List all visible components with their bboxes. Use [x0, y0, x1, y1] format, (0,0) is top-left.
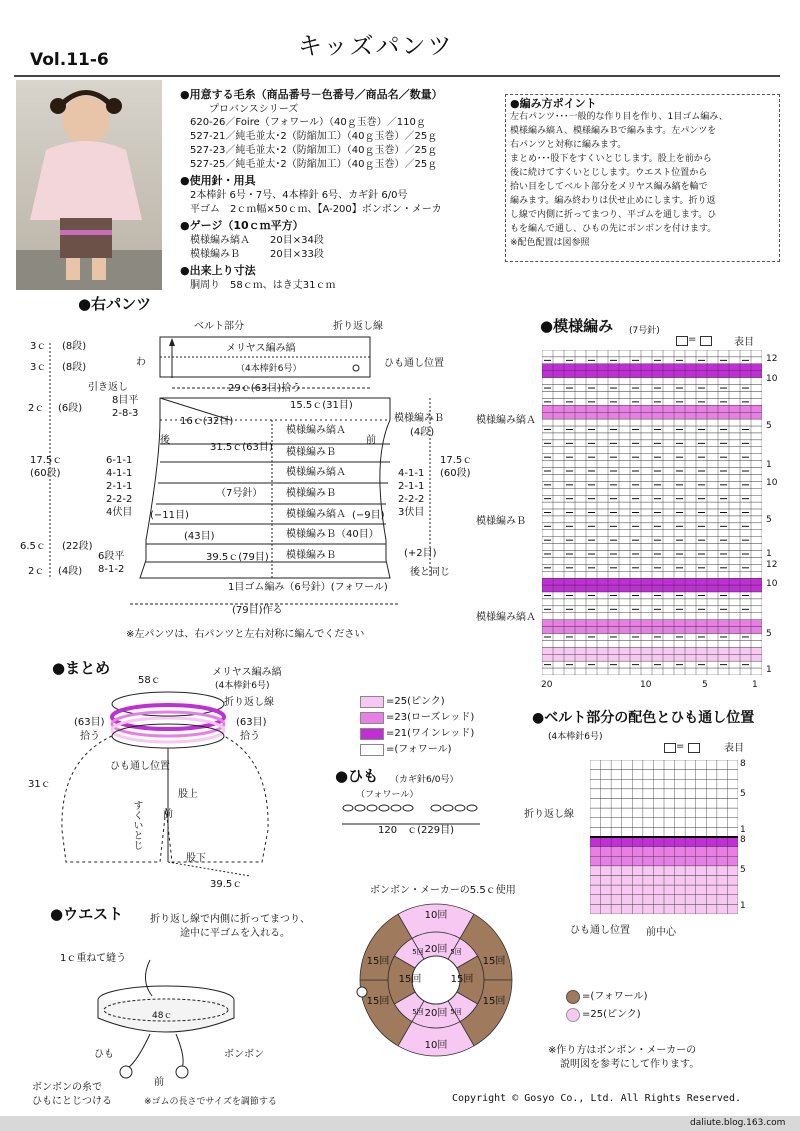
points-line: もを編んで通し、ひもの先にボンボンを付けます。 [510, 224, 717, 234]
pattern-row-b: 模様編みＢ [286, 550, 336, 561]
assembly-sukui: すくいとじ [131, 800, 142, 850]
assembly-title: ●まとめ [52, 659, 111, 677]
right-b-label: 模様編みＢ [394, 413, 444, 424]
col-number: 1 [752, 680, 758, 690]
decrease-left: 2-1-1 [106, 481, 133, 492]
row-number: 5 [766, 629, 772, 639]
pompon-legend: =25(ピンク) [582, 1009, 641, 1020]
belt-needle: （4本棒針6号） [236, 364, 302, 374]
waist-title: ●ウエスト [50, 905, 124, 923]
stitches-43: (43目) [184, 531, 215, 542]
pattern-label-a: 模様編み縞Ａ [476, 612, 536, 623]
belt-chart-legend: 表目 [724, 743, 744, 754]
left-pants-note: ※左パンツは、右パンツと左右対称に編んでください [126, 629, 365, 640]
dim-22dan: (22段) [62, 541, 93, 552]
dim-2c: 2ｃ [28, 566, 45, 577]
col-number: 20 [541, 680, 553, 690]
dim-17-5c: 17.5ｃ [30, 455, 63, 466]
col-number: 10 [640, 680, 652, 690]
dim-3c: 3ｃ [30, 341, 47, 352]
waist-note: 折り返し線で内側に折ってまつり、 [150, 914, 310, 925]
belt-row-number: 1 [740, 825, 746, 835]
points-line: まとめ･･･股下をすくいとじします。股上を前から [510, 154, 712, 164]
equals: = [688, 334, 697, 345]
row-number: 1 [766, 460, 772, 470]
assembly-needle: (4本棒針6号) [215, 681, 270, 691]
waist-note: 途中に平ゴムを入れる。 [180, 928, 290, 939]
himo-position-label: ひも通し位置 [384, 358, 444, 369]
row-number: 10 [766, 478, 778, 488]
cast-on-label: (79目)作る [232, 605, 283, 616]
decrease-left: 4-1-1 [106, 468, 133, 479]
belt-row-number: 5 [740, 789, 746, 799]
fold-label: 折り返し線 [333, 321, 383, 332]
cord-spec: （カギ針6/0号） [390, 775, 459, 785]
assembly-58c: 58ｃ [138, 675, 161, 686]
size-heading: ●出来上り寸法 [180, 264, 256, 277]
pompon-wrap-count: 5回 [412, 1008, 424, 1016]
decrease-right: 3伏目 [398, 507, 425, 518]
pompon-wrap-count: 15回 [366, 956, 390, 967]
yarn-line: 620-26／Foire（フォワール）（40ｇ玉巻）／110ｇ [190, 117, 426, 128]
wa-label: わ [136, 357, 146, 368]
points-line: 左右パンツ･･･一般的な作り目を作り、1目ゴム編み、 [510, 112, 728, 122]
page-title: キッズパンツ [298, 32, 454, 60]
vol-number: Vol.11-6 [30, 50, 109, 70]
tools-heading: ●使用針・用具 [180, 174, 256, 187]
pompon-wrap-count: 5回 [412, 948, 424, 956]
belt-row-number: 8 [740, 759, 746, 769]
assembly-pick-right: 拾う [240, 731, 260, 742]
width-16c: 16ｃ(32目) [180, 416, 234, 427]
same-as-back: 後と同じ [410, 567, 450, 578]
cord-length: 120 ｃ(229目) [378, 825, 454, 836]
belt-row-number: 5 [740, 865, 746, 875]
size-line: 胴周り 58ｃｍ、はき丈31ｃｍ [190, 280, 336, 291]
pompon-wrap-count: 10回 [424, 1040, 448, 1051]
yarn-heading: ●用意する毛糸（商品番号－色番号／商品名／数量） [180, 88, 443, 101]
assembly-meriyasu: メリヤス編み縞 [212, 667, 282, 678]
gauge-line: 模様編みＢ 20目×33段 [190, 249, 324, 260]
pompon-hinge [357, 987, 367, 997]
waist-tie: ひもにとじつける [32, 1096, 112, 1107]
needle-7-label: （7号針） [216, 488, 263, 499]
cord-title: ●ひも [335, 767, 379, 785]
pompon-legend-swatch [566, 990, 580, 1004]
pompon-note: 説明図を参考にして作ります。 [560, 1059, 700, 1070]
yarn-series: プロバンスシリーズ [209, 104, 299, 115]
pompon-wrap-count: 15回 [482, 956, 506, 967]
belt-label: ベルト部分 [194, 321, 244, 332]
pompon-wrap-count: 10回 [424, 910, 448, 921]
assembly-fold: 折り返し線 [224, 697, 274, 708]
row-number: 10 [766, 374, 778, 384]
waist-overlap: 1ｃ重ねて縫う [60, 953, 127, 964]
six-rows-flat: 6段平 [98, 551, 125, 562]
pattern-row-a: 模様編み縞Ａ [286, 509, 346, 520]
row-number: 5 [766, 421, 772, 431]
points-line: し線で内側に折ってまつり、平ゴムを通します。ひ [510, 210, 717, 220]
footer-bar [0, 1116, 800, 1131]
dim-2c: 2ｃ [28, 403, 45, 414]
dim-3c: 3ｃ [30, 362, 47, 373]
waist-himo: ひも [94, 1049, 114, 1060]
pompon-wrap-count: 20回 [424, 944, 448, 955]
assembly-front: 前 [163, 809, 173, 820]
dim-17-5c-right: 17.5ｃ [440, 455, 473, 466]
belt-chart-needle: (4本棒針6号) [548, 732, 603, 742]
decrease-left: 4伏目 [106, 507, 133, 518]
right-pants-title: ●右パンツ [78, 295, 152, 313]
pompon-diagram [356, 900, 516, 1060]
tools-line: 平ゴム 2ｃｍ幅×50ｃｍ、【A-200】ボンボン・メーカ [190, 204, 442, 215]
yarn-line: 527-21／純毛並太･2（防縮加工）（40ｇ玉巻）／25ｇ [190, 131, 438, 142]
yarn-line: 527-23／純毛並太･2（防縮加工）（40ｇ玉巻）／25ｇ [190, 145, 438, 156]
pompon-note: ※作り方はボンボン・メーカーの [548, 1045, 697, 1056]
width-15-5c: 15.5ｃ(31目) [290, 400, 353, 411]
right-b-rows: (4段) [410, 427, 435, 438]
row-number: 12 [766, 560, 778, 570]
points-line: 編みます。編み終わりは伏せ止めにします。折り返 [510, 196, 716, 206]
dim-60dan: (60段) [30, 468, 61, 479]
pompon-legend-swatch [566, 1008, 580, 1022]
hikikaeshi-label: 8目平 [112, 395, 139, 406]
decrease-left: 6-1-1 [106, 455, 133, 466]
pattern-row-a: 模様編み縞Ａ [286, 467, 346, 478]
points-line: 拾い目をしてベルト部分をメリヤス編み縞を輪で [510, 182, 708, 192]
row-number: 12 [766, 354, 778, 364]
assembly-39-5c: 39.5ｃ [210, 879, 243, 890]
points-line: 模様編み縞Ａ、模様編みＢで編みます。左パンツを [510, 126, 717, 136]
points-line: ※配色配置は図参照 [510, 238, 590, 248]
assembly-pick-left: 拾う [80, 731, 100, 742]
rib-label: 1目ゴム編み（6号針）(フォワール) [228, 582, 388, 593]
waist-pompon: ボンボン [224, 1049, 264, 1060]
pick-up-label: 29ｃ(63目)拾う [228, 383, 302, 394]
dim-6dan: (6段) [58, 403, 83, 414]
legend-label: =(フォワール) [386, 744, 452, 755]
dim-8dan: (8段) [62, 362, 87, 373]
width-39-5c: 39.5ｃ(79目) [206, 552, 269, 563]
decrease-right: 4-1-1 [398, 468, 425, 479]
row-number: 1 [766, 665, 772, 675]
dim-8dan: (8段) [62, 341, 87, 352]
waist-tie: ボンボンの糸で [32, 1082, 102, 1093]
pattern-row-b-40: 模様編みＢ（40目） [286, 529, 379, 540]
pompon-wrap-count: 5回 [450, 948, 462, 956]
row-number: 10 [766, 579, 778, 589]
plus-2: (+2目) [404, 548, 437, 559]
pattern-chart-needle: (7号針) [629, 326, 660, 336]
row-number: 5 [766, 515, 772, 525]
waist-48c: 48ｃ [152, 1011, 173, 1021]
pompon-wrap-count: 5回 [450, 1008, 462, 1016]
points-line: 後に続けてすくいとじします。ウエスト位置から [510, 168, 708, 178]
waist-front: 前 [154, 1077, 164, 1088]
minus-11: (−11目) [150, 510, 189, 521]
pattern-label-b: 模様編みＢ [476, 516, 526, 527]
hikikaeshi-label: 引き返し [88, 382, 128, 393]
assembly-inseam: 股下 [186, 853, 206, 864]
pattern-row-a: 模様編み縞Ａ [286, 425, 346, 436]
belt-himo-label: ひも通し位置 [570, 925, 630, 936]
pompon-legend: =(フォワール) [582, 991, 648, 1002]
minus-9: (−9目) [352, 510, 385, 521]
assembly-pick-right: (63目) [236, 717, 267, 728]
belt-row-number: 8 [740, 835, 746, 845]
equals: = [676, 741, 685, 752]
row-number: 1 [766, 549, 772, 559]
copyright: Copyright © Gosyo Co., Ltd. All Rights Reserved. [452, 1093, 741, 1104]
legend-label: =21(ワインレッド) [386, 728, 475, 739]
legend-label: =23(ローズレッド) [386, 712, 475, 723]
front-label: 前 [366, 435, 376, 446]
pattern-chart-legend: 表目 [734, 337, 754, 348]
assembly-pick-left: (63目) [74, 717, 105, 728]
tools-line: 2本棒針 6号・7号、4本棒針 6号、カギ針 6/0号 [190, 190, 408, 201]
site-url: daliute.blog.163.com [690, 1118, 786, 1128]
decrease-right: 2-2-2 [398, 494, 425, 505]
belt-fold-label: 折り返し線 [524, 809, 574, 820]
dim-60dan-right: (60段) [440, 468, 471, 479]
pompon-wrap-count: 15回 [450, 974, 474, 985]
assembly-31c: 31ｃ [28, 779, 51, 790]
pattern-row-b: 模様編みＢ [286, 447, 336, 458]
dim-6-5c: 6.5ｃ [20, 541, 46, 552]
pompon-wrap-count: 15回 [482, 996, 506, 1007]
assembly-crotch-top: 股上 [178, 789, 198, 800]
decrease-right: 2-1-1 [398, 481, 425, 492]
points-heading: ●編み方ポイント [510, 97, 597, 110]
waist-rubber-note: ※ゴムの長さでサイズを調節する [144, 1097, 277, 1107]
decrease-left: 2-2-2 [106, 494, 133, 505]
pompon-wrap-count: 15回 [366, 996, 390, 1007]
width-31-5c: 31.5ｃ(63目) [210, 442, 273, 453]
col-number: 5 [702, 680, 708, 690]
dim-4dan: (4段) [58, 566, 83, 577]
pattern-chart-title: ●模様編み [540, 317, 614, 335]
pattern-label-a: 模様編み縞Ａ [476, 415, 536, 426]
yarn-line: 527-25／純毛並太･2（防縮加工）（40ｇ玉巻）／25ｇ [190, 159, 438, 170]
hikikaeshi-label: 2-8-3 [112, 408, 139, 419]
belt-meriyasu: メリヤス編み縞 [226, 343, 296, 354]
gauge-heading: ●ゲージ（10ｃｍ平方） [180, 219, 304, 232]
pompon-wrap-count: 20回 [424, 1008, 448, 1019]
legend-label: =25(ピンク) [386, 696, 445, 707]
inc-8-1-2: 8-1-2 [98, 564, 125, 575]
belt-row-number: 1 [740, 901, 746, 911]
pompon-title: ボンボン・メーカーの5.5ｃ使用 [370, 885, 516, 896]
points-line: 右パンツと対称に編みます。 [510, 140, 627, 150]
assembly-himo: ひも通し位置 [110, 761, 170, 772]
belt-chart-title: ●ベルト部分の配色とひも通し位置 [532, 710, 755, 726]
back-label: 後 [160, 435, 170, 446]
front-center-label: 前中心 [646, 927, 676, 938]
gauge-line: 模様編み縞Ａ 20目×34段 [190, 235, 324, 246]
pattern-row-b: 模様編みＢ [286, 488, 336, 499]
pompon-wrap-count: 15回 [398, 974, 422, 985]
cord-yarn: （フォワール） [356, 790, 419, 800]
